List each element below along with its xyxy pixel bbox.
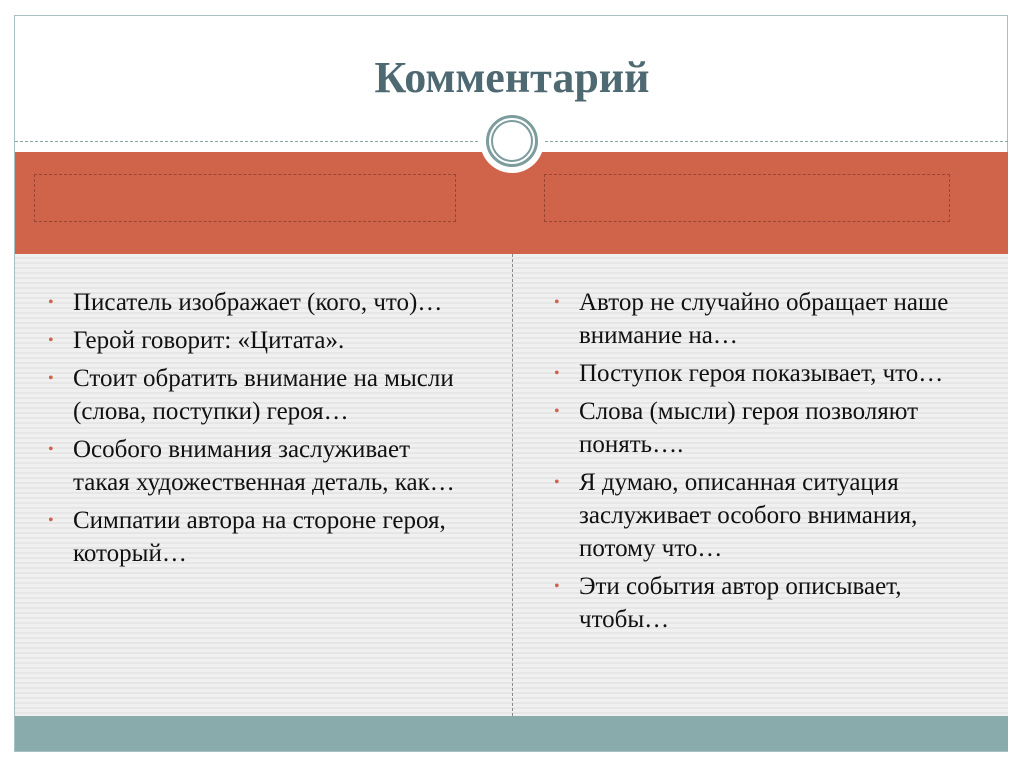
bullet-icon: • [554,294,560,311]
list-item: • Писатель изображает (кого, что)… [48,286,468,319]
bullet-icon: • [48,441,54,458]
bullet-icon: • [48,332,54,349]
bullet-icon: • [554,403,560,420]
column-separator [512,254,513,716]
bullet-icon: • [48,294,54,311]
list-item: • Симпатии автора на стороне героя, который… [48,504,468,570]
list-item: • Особого внимания заслуживает такая художественная деталь, как… [48,433,468,499]
right-heading-placeholder[interactable] [544,174,950,222]
list-item: • Слова (мысли) героя позволяют понять…. [554,395,994,461]
footer-band [15,716,1008,751]
list-item: • Я думаю, описанная ситуация заслуживает особого внимания, потому что… [554,466,994,565]
left-heading-placeholder[interactable] [34,174,456,222]
bullet-icon: • [554,474,560,491]
list-item: • Поступок героя показывает, что… [554,357,994,390]
bullet-icon: • [48,370,54,387]
bullet-icon: • [48,512,54,529]
list-item: • Автор не случайно обращает наше внимание на… [554,286,994,352]
list-item: • Стоит обратить внимание на мысли (слова, поступки) героя… [48,362,468,428]
bullet-icon: • [554,365,560,382]
slide-title: Комментарий [374,53,650,102]
inner-ring-icon [491,120,533,162]
bullet-icon: • [554,578,560,595]
list-item: • Эти события автор описывает, чтобы… [554,570,994,636]
left-bullet-list [48,286,468,575]
list-item: • Герой говорит: «Цитата». [48,324,468,357]
right-bullet-list [554,286,994,641]
